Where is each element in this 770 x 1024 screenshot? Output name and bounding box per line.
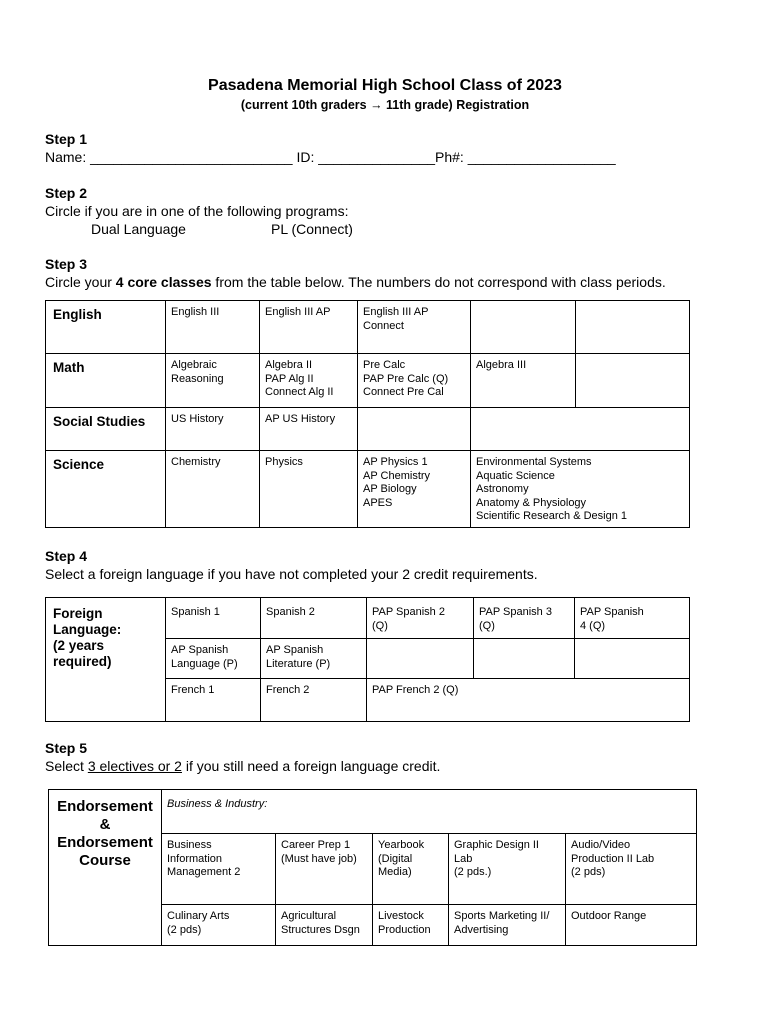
class-cell[interactable]: PAP Spanish 2 (Q)	[367, 598, 474, 639]
class-cell[interactable]: US History	[166, 408, 260, 451]
step4-instruction: Select a foreign language if you have not completed your 2 credit requirements.	[45, 566, 538, 582]
step4-label: Step 4	[45, 548, 88, 564]
class-cell[interactable]: Culinary Arts (2 pds)	[162, 905, 276, 946]
step1-label: Step 1	[45, 131, 88, 147]
class-cell[interactable]: English III AP	[260, 301, 358, 354]
program-option-dual-language[interactable]: Dual Language	[91, 221, 186, 237]
class-cell[interactable]: Sports Marketing II/ Advertising	[449, 905, 566, 946]
class-cell[interactable]: Algebra II PAP Alg II Connect Alg II	[260, 354, 358, 408]
class-cell[interactable]: English III AP Connect	[358, 301, 471, 354]
step5-instruction-pre: Select	[45, 758, 88, 774]
subject-math: Math	[46, 354, 166, 408]
class-cell[interactable]: Physics	[260, 451, 358, 528]
step5-label: Step 5	[45, 740, 88, 756]
class-cell[interactable]: PAP French 2 (Q)	[367, 679, 690, 722]
class-cell[interactable]: English III	[166, 301, 260, 354]
class-cell[interactable]: Yearbook (Digital Media)	[373, 834, 449, 905]
class-cell[interactable]: AP Spanish Language (P)	[166, 639, 261, 679]
class-cell	[576, 354, 690, 408]
class-cell	[367, 639, 474, 679]
class-cell[interactable]: Graphic Design II Lab (2 pds.)	[449, 834, 566, 905]
subject-social-studies: Social Studies	[46, 408, 166, 451]
class-cell[interactable]: Business Information Management 2	[162, 834, 276, 905]
class-cell[interactable]: PAP Spanish 4 (Q)	[575, 598, 690, 639]
class-cell[interactable]: AP Spanish Literature (P)	[261, 639, 367, 679]
endorsement-header: Endorsement & Endorsement Course	[49, 790, 162, 946]
class-cell[interactable]: Audio/Video Production II Lab (2 pds)	[566, 834, 697, 905]
step2-instruction: Circle if you are in one of the following programs:	[45, 203, 349, 219]
step3-label: Step 3	[45, 256, 88, 272]
class-cell[interactable]: Livestock Production	[373, 905, 449, 946]
class-cell[interactable]: French 1	[166, 679, 261, 722]
class-cell[interactable]: PAP Spanish 3 (Q)	[474, 598, 575, 639]
class-cell	[358, 408, 471, 451]
class-cell[interactable]: Algebraic Reasoning	[166, 354, 260, 408]
foreign-language-header: Foreign Language: (2 years required)	[46, 598, 166, 722]
class-cell[interactable]: Spanish 2	[261, 598, 367, 639]
endorsement-table	[48, 789, 697, 946]
endorsement-category: Business & Industry:	[162, 790, 697, 834]
class-cell	[471, 408, 690, 451]
class-cell[interactable]: Agricultural Structures Dsgn	[276, 905, 373, 946]
page-title: Pasadena Memorial High School Class of 2023	[208, 77, 562, 94]
class-cell[interactable]: AP Physics 1 AP Chemistry AP Biology APES	[358, 451, 471, 528]
step5-instruction	[45, 758, 440, 774]
class-cell[interactable]: Environmental Systems Aquatic Science Astronomy Anatomy & Physiology Scientific Research & Design 1	[471, 451, 690, 528]
class-cell[interactable]: Algebra III	[471, 354, 576, 408]
class-cell	[471, 301, 576, 354]
step2-label: Step 2	[45, 185, 88, 201]
class-cell[interactable]: Spanish 1	[166, 598, 261, 639]
class-cell[interactable]: Outdoor Range	[566, 905, 697, 946]
step3-instruction-bold: 4 core classes	[115, 274, 212, 290]
class-cell	[474, 639, 575, 679]
class-cell	[575, 639, 690, 679]
class-cell[interactable]: French 2	[261, 679, 367, 722]
core-classes-table	[45, 300, 690, 528]
foreign-language-table	[45, 597, 690, 722]
step3-instruction	[45, 274, 666, 290]
page-subtitle: (current 10th graders → 11th grade) Registration	[240, 98, 530, 112]
program-option-pl-connect[interactable]: PL (Connect)	[271, 221, 353, 237]
step5-instruction-underlined: 3 electives or 2	[87, 758, 182, 774]
class-cell[interactable]: Chemistry	[166, 451, 260, 528]
subject-science: Science	[46, 451, 166, 528]
subject-english: English	[46, 301, 166, 354]
step3-instruction-pre: Circle your	[45, 274, 116, 290]
class-cell[interactable]: AP US History	[260, 408, 358, 451]
class-cell[interactable]: Pre Calc PAP Pre Calc (Q) Connect Pre Cal	[358, 354, 471, 408]
step1-fields-line[interactable]: Name: __________________________ ID: _______________Ph#: ___________________	[45, 149, 616, 165]
step5-instruction-post: if you still need a foreign language credit.	[181, 758, 441, 774]
step3-instruction-post: from the table below. The numbers do not correspond with class periods.	[211, 274, 666, 290]
class-cell	[576, 301, 690, 354]
class-cell[interactable]: Career Prep 1 (Must have job)	[276, 834, 373, 905]
